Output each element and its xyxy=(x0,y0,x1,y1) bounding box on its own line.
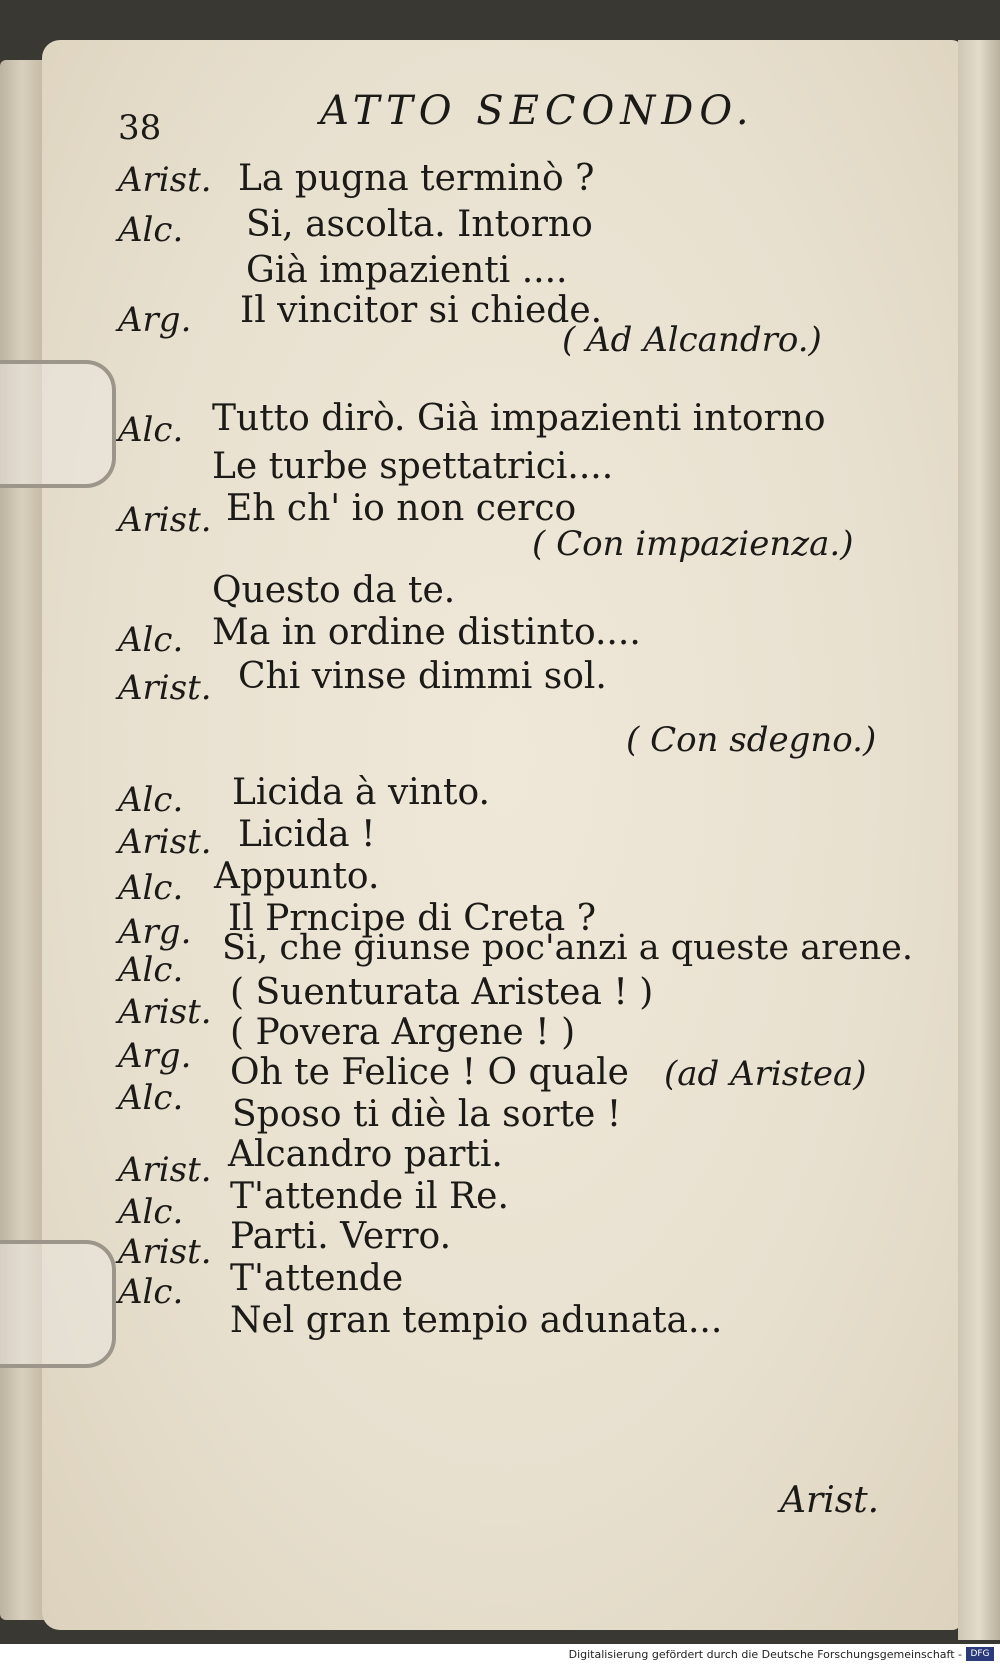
footer-credit: Digitalisierung gefördert durch die Deutsche Forschungsgemeinschaft - xyxy=(568,1648,962,1661)
dialogue-line: Le turbe spettatrici.... xyxy=(212,446,614,487)
catchword: Arist. xyxy=(780,1480,880,1521)
dialogue-line: Si, ascolta. Intorno xyxy=(246,204,593,245)
dialogue-line: Licida à vinto. xyxy=(232,772,490,813)
dialogue-line: T'attende il Re. xyxy=(230,1176,509,1217)
speaker-label: Alc. xyxy=(118,1272,184,1312)
dialogue-line: Ma in ordine distinto.... xyxy=(212,612,641,653)
dialogue-line: Parti. Verro. xyxy=(230,1216,452,1257)
dialogue-line: Alcandro parti. xyxy=(228,1134,503,1175)
stage-direction: ( Ad Alcandro.) xyxy=(562,320,822,360)
stage-direction: ( Con sdegno.) xyxy=(626,720,877,760)
speaker-label: Alc. xyxy=(118,1078,184,1118)
speaker-label: Alc. xyxy=(118,780,184,820)
dialogue-line: Eh ch' io non cerco xyxy=(226,488,577,529)
speaker-label: Arist. xyxy=(118,1232,212,1272)
page-number: 38 xyxy=(118,108,162,148)
dfg-logo: DFG xyxy=(966,1647,994,1661)
speaker-label: Arist. xyxy=(118,822,212,862)
stage-direction: ( Con impazienza.) xyxy=(532,524,854,564)
dialogue-line: Il Prncipe di Creta ? xyxy=(228,898,596,939)
dialogue-line: ( Suenturata Aristea ! ) xyxy=(230,972,654,1013)
speaker-label: Arist. xyxy=(118,992,212,1032)
speaker-label: Alc. xyxy=(118,620,184,660)
speaker-label: Alc. xyxy=(118,950,184,990)
speaker-label: Arg. xyxy=(118,1036,192,1076)
speaker-label: Arist. xyxy=(118,668,212,708)
dialogue-line: Oh te Felice ! O quale xyxy=(230,1052,629,1093)
speaker-label: Arg. xyxy=(118,300,192,340)
speaker-label: Alc. xyxy=(118,410,184,450)
dialogue-line: Si, che giunse poc'anzi a queste arene. xyxy=(222,928,913,968)
dialogue-line: Licida ! xyxy=(238,814,376,855)
speaker-label: Arist. xyxy=(118,500,212,540)
speaker-label: Arist. xyxy=(118,160,212,200)
speaker-label: Alc. xyxy=(118,868,184,908)
dialogue-line: T'attende xyxy=(230,1258,404,1299)
dialogue-line: ( Povera Argene ! ) xyxy=(230,1012,576,1053)
dialogue-line: Chi vinse dimmi sol. xyxy=(238,656,607,697)
page-header-title: ATTO SECONDO. xyxy=(320,88,755,134)
page-clip-top xyxy=(0,360,116,488)
dialogue-line: Questo da te. xyxy=(212,570,456,611)
dialogue-line: Nel gran tempio adunata... xyxy=(230,1300,723,1341)
dialogue-line: Tutto dirò. Già impazienti intorno xyxy=(212,398,826,439)
speaker-label: Arg. xyxy=(118,912,192,952)
dialogue-line: Il vincitor si chiede. xyxy=(240,290,603,331)
page-gutter xyxy=(958,40,1000,1640)
page-clip-bottom xyxy=(0,1240,116,1368)
dialogue-line: Già impazienti .... xyxy=(246,250,568,291)
dialogue-line: Sposo ti diè la sorte ! xyxy=(232,1094,622,1135)
dialogue-line: La pugna terminò ? xyxy=(238,158,595,199)
speaker-label: Alc. xyxy=(118,1192,184,1232)
dialogue-line: Appunto. xyxy=(214,856,380,897)
speaker-label: Arist. xyxy=(118,1150,212,1190)
speaker-label: Alc. xyxy=(118,210,184,250)
stage-direction: (ad Aristea) xyxy=(664,1054,867,1094)
